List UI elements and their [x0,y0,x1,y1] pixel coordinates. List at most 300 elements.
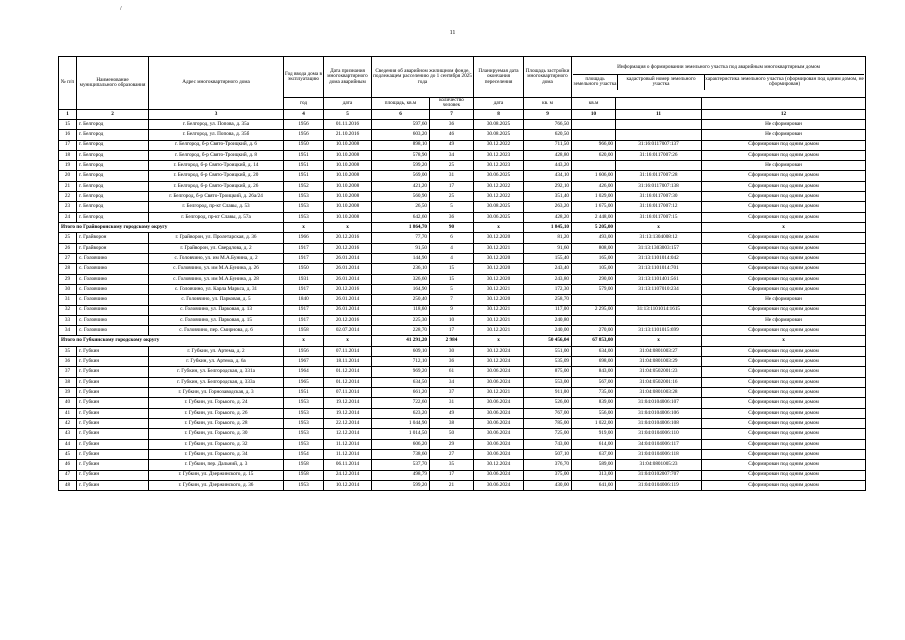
table-cell: 36 [430,212,474,222]
header-municipality: Наименование муниципального образования [77,57,149,110]
table-cell: 875,00 [524,367,572,377]
table-row [59,161,866,171]
table-cell: 589,00 [572,460,616,470]
table-cell: 155,40 [524,253,572,263]
table-cell: 30 [59,284,77,294]
table-cell: 225,30 [372,315,430,325]
table-cell: 1917 [284,243,324,253]
table-cell: 808,00 [572,243,616,253]
table-cell: 01.11.2016 [324,119,372,129]
table-cell: 434,10 [524,171,572,181]
table-cell: 711,50 [524,140,572,150]
table-cell: 10 [430,315,474,325]
table-cell: 31:16:0117007:12 [616,202,702,212]
table-cell: 898,10 [372,140,430,150]
table-cell: 30.12.2022 [474,192,524,202]
unit-sqm: кв. м [524,98,572,110]
table-cell: 02.07.2014 [324,326,372,336]
table-cell: 29 [59,274,77,284]
table-cell: 30.12.2024 [474,460,524,470]
table-cell: 31:04:0104006:110 [616,429,702,439]
table-cell: 2 295,00 [572,305,616,315]
table-cell: г. Белгород, б-р Свято-Троицкий, д. 26 [149,181,284,191]
table-cell: 118,60 [372,305,430,315]
subtotal-cell: 2 984 [430,336,474,346]
table-cell: г. Губкин, ул. Горького, д. 34 [149,449,284,459]
table-cell: с. Головчино, ул. Карла Маркса, д. 31 [149,284,284,294]
table-cell: 30.12.2024 [474,357,524,367]
table-cell: 428,80 [524,150,572,160]
table-cell: 1953 [284,418,324,428]
table-cell: Сформирован под одним домом [702,346,866,356]
table-cell: Сформирован под одним домом [702,418,866,428]
table-cell: Сформирован под одним домом [702,140,866,150]
table-row [59,171,866,181]
table-cell: 6 [430,233,474,243]
header-commission-year: Год ввода дома в эксплуатацию [284,57,324,98]
subtotal-cell: 90 [430,223,474,233]
table-cell: Сформирован под одним домом [702,367,866,377]
table-cell: 569,00 [372,171,430,181]
table-cell: г. Губкин [77,357,149,367]
table-cell: 1931 [284,274,324,284]
table-cell: 1951 [284,388,324,398]
table-cell: г. Грайворон, ул. Пролетарская, д. 36 [149,233,284,243]
table-row [59,295,866,305]
table-cell: 16 [59,130,77,140]
table-cell: 599,20 [372,480,430,490]
column-number: 9 [524,109,572,119]
table-cell: 535,09 [524,357,572,367]
table-cell: 553,00 [524,377,572,387]
table-cell: 17 [430,470,474,480]
table-cell: 10.10.2008 [324,212,372,222]
table-cell: 1965 [284,377,324,387]
table-cell: 1956 [284,119,324,129]
table-header [59,57,866,110]
table-row [59,398,866,408]
table-cell: 766,50 [524,119,572,129]
table-cell: 26.01.2014 [324,295,372,305]
table-cell: 18 [59,150,77,160]
table-cell: 258,70 [524,295,572,305]
unit-date: дата [324,98,372,110]
table-cell: 578,90 [372,150,430,160]
table-cell: 22.12.2014 [324,418,372,428]
column-number: 3 [149,109,284,119]
table-cell [616,161,702,171]
table-cell: 31:13:1304008:12 [616,233,702,243]
table-cell: 26.01.2014 [324,305,372,315]
table-row [59,202,866,212]
table-cell: Сформирован под одним домом [702,398,866,408]
table-cell: Не сформирован [702,130,866,140]
header-land-title: Информация о формировании земельного участка под аварийным многоквартирным домом [573,64,864,74]
table-cell: 28 [59,264,77,274]
table-cell: с. Головчино, ул. Парковая, д. 15 [149,315,284,325]
table-cell: 31:04:0801003:28 [616,388,702,398]
table-cell: 375,00 [524,470,572,480]
table-cell: 30.12.2020 [474,253,524,263]
table-cell: 34 [430,150,474,160]
table-cell: 228,70 [372,326,430,336]
table-cell: 33 [59,315,77,325]
table-cell: 10.10.2008 [324,192,372,202]
table-cell: 10.12.2014 [324,480,372,490]
table-cell: 597,60 [372,119,430,129]
table-cell: 426,00 [572,181,616,191]
table-cell: 969,20 [372,367,430,377]
table-cell: 81,20 [524,233,572,243]
table-cell: 30.06.2024 [474,429,524,439]
column-number: 1 [59,109,77,119]
table-cell: с. Головчино, ул. им М.А.Бунина, д. 28 [149,274,284,284]
table-cell: г. Губкин, ул. Артема, д. 2 [149,346,284,356]
table-cell: г. Губкин [77,460,149,470]
table-cell: 243,80 [524,274,572,284]
table-row [59,243,866,253]
table-cell: 26.01.2014 [324,264,372,274]
table-cell: 443,20 [524,161,572,171]
table-cell: 551,00 [524,346,572,356]
table-cell: 5 [430,284,474,294]
table-cell: г. Грайворон, ул. Свердлова, д. 2 [149,243,284,253]
table-cell: г. Белгород, б-р Свято-Троицкий, д. 8 [149,150,284,160]
table-cell: 37 [59,367,77,377]
table-cell: 23 [59,202,77,212]
table-cell [616,130,702,140]
table-cell: 31:16:0117007:28 [616,171,702,181]
column-number: 8 [474,109,524,119]
table-cell: 172,30 [524,284,572,294]
table-cell: г. Белгород [77,161,149,171]
table-row [59,418,866,428]
table-cell: г. Белгород, ул. Попова, д. 35а [149,119,284,129]
table-cell: г. Белгород, пр-кт Славы, д. 53 [149,202,284,212]
subtotal-cell: 1 864,70 [372,223,430,233]
table-cell: 270,00 [572,326,616,336]
table-cell: 15 [430,264,474,274]
table-cell: 30.08.2025 [474,119,524,129]
table-cell: 32 [59,305,77,315]
table-cell: 1950 [284,140,324,150]
table-cell: с. Головчино [77,315,149,325]
table-cell: 21 [59,181,77,191]
table-cell: Сформирован под одним домом [702,274,866,284]
table-cell: 31:16:0117007:137 [616,140,702,150]
table-cell: 634,00 [572,346,616,356]
column-number: 4 [284,109,324,119]
table-cell: 30.12.2021 [474,284,524,294]
table-cell: Сформирован под одним домом [702,264,866,274]
table-cell: 31:16:0117007:138 [616,181,702,191]
table-cell: 31 [430,398,474,408]
column-number: 12 [702,109,866,119]
table-cell: 30.12.2021 [474,305,524,315]
table-cell: 07.11.2014 [324,388,372,398]
table-cell: 1953 [284,408,324,418]
table-cell: 743,00 [524,439,572,449]
table-cell: с. Головчино [77,264,149,274]
table-row [59,181,866,191]
unit-area: площадь, кв.м [372,98,430,110]
table-row [59,377,866,387]
table-cell: 10.10.2008 [324,140,372,150]
table-cell: 4 [430,243,474,253]
table-cell: 376,70 [524,460,572,470]
table-cell: г. Грайворон [77,243,149,253]
table-cell: 25 [430,161,474,171]
table-cell: Не сформирован [702,119,866,129]
table-cell: 839,00 [572,398,616,408]
table-cell: 30.12.2021 [474,388,524,398]
table-cell: 1958 [284,470,324,480]
table-cell: Сформирован под одним домом [702,357,866,367]
table-cell: 911,00 [524,388,572,398]
table-cell: 722,60 [372,398,430,408]
subtotal-row [59,223,866,233]
table-cell: г. Губкин [77,470,149,480]
table-cell: г. Губкин [77,367,149,377]
table-cell: 30.12.2023 [474,161,524,171]
table-cell: 31:04:0801003:27 [616,346,702,356]
table-cell: 36 [59,357,77,367]
table-cell: 27 [59,253,77,263]
table-cell: 49 [430,140,474,150]
table-cell: Сформирован под одним домом [702,429,866,439]
table-cell: 31:04:0801005:23 [616,460,702,470]
table-cell: 30.06.2025 [474,171,524,181]
table-cell: 614,00 [572,439,616,449]
table-cell: 526,00 [524,398,572,408]
table-cell: 48 [59,480,77,490]
table-cell: 35 [59,346,77,356]
table-cell: 20.12.2016 [324,243,372,253]
table-cell: Сформирован под одним домом [702,480,866,490]
table-cell: 966,00 [572,140,616,150]
table-cell: 30.12.2023 [474,150,524,160]
table-cell: 36 [430,357,474,367]
table-cell: с. Головчино [77,305,149,315]
table-cell: 43 [59,429,77,439]
table-cell: 1951 [284,150,324,160]
table-cell: Не сформирован [702,161,866,171]
table-cell: 767,00 [524,408,572,418]
table-cell: 26.01.2014 [324,253,372,263]
table-cell: 326,60 [372,274,430,284]
subtotal-cell: х [702,336,866,346]
table-row [59,264,866,274]
page-corner-mark: / [120,6,122,12]
table-cell: 31:04:0801003:29 [616,357,702,367]
table-cell: 606,20 [372,439,430,449]
table-row [59,439,866,449]
table-cell: 30.08.2025 [474,202,524,212]
subtotal-label: Итого по Грайворонскому городскому округу [59,223,284,233]
table-cell: 843,00 [572,367,616,377]
table-cell: 30.12.2021 [474,326,524,336]
table-cell: г. Белгород, б-р Свято-Троицкий, д. 26а/24 [149,192,284,202]
table-cell: 19 [59,161,77,171]
table-cell: 493,00 [572,233,616,243]
table-cell: г. Губкин [77,408,149,418]
table-cell: 144,90 [372,253,430,263]
table-cell: 641,00 [572,480,616,490]
table-cell: 21.10.2016 [324,130,372,140]
table-cell: г. Губкин, ул. Дзержинского, д. 36 [149,480,284,490]
table-cell: г. Губкин [77,449,149,459]
table-row [59,388,866,398]
table-cell: 30.12.2022 [474,181,524,191]
table-cell: 31:04:0104006:119 [616,480,702,490]
table-cell: Сформирован под одним домом [702,460,866,470]
table-cell: 1 022,00 [572,418,616,428]
table-cell: 1917 [284,305,324,315]
subtotal-cell: х [284,336,324,346]
table-cell: 31:13:1101014:701 [616,264,702,274]
table-row [59,367,866,377]
table-cell [616,315,702,325]
table-cell: Сформирован под одним домом [702,388,866,398]
table-cell [616,119,702,129]
table-cell: 31:13:1101401:561 [616,274,702,284]
table-cell: 25 [59,233,77,243]
column-number: 7 [430,109,474,119]
table-cell: 10.10.2008 [324,202,372,212]
table-cell: г. Белгород, б-р Свято-Троицкий, д. 14 [149,161,284,171]
table-row [59,315,866,325]
table-cell: 1917 [284,253,324,263]
table-cell: 1951 [284,161,324,171]
table-cell: г. Губкин, ул. Артема, д. 6а [149,357,284,367]
table-cell: г. Губкин, ул. Горнозаводская, д. 3 [149,388,284,398]
subtotal-cell: 50 456,04 [524,336,572,346]
table-cell: 579,00 [572,284,616,294]
table-row [59,460,866,470]
table-cell: с. Головчино [77,295,149,305]
subtotal-cell: 41 291,20 [372,336,430,346]
table-cell: 236,10 [372,264,430,274]
table-cell: 642,60 [372,212,430,222]
table-cell: 240,80 [524,315,572,325]
table-cell: 31:04:0104006:107 [616,398,702,408]
subtotal-cell: х [474,336,524,346]
table-cell: 620,50 [524,130,572,140]
table-cell: Сформирован под одним домом [702,449,866,459]
table-cell: 06.11.2014 [324,460,372,470]
table-cell: 31:04:0102007:707 [616,470,702,480]
header-land-subcolumns [573,75,864,90]
table-cell: г. Белгород, б-р Свято-Троицкий, д. 6 [149,140,284,150]
table-cell: с. Головчино, ул. Парковая, д. 5 [149,295,284,305]
unit-date-planned: дата [474,98,524,110]
table-cell: 49 [430,408,474,418]
table-cell: г. Белгород [77,171,149,181]
table-cell: г. Белгород [77,140,149,150]
table-cell: 609,10 [372,346,430,356]
header-land-cadastral: кадастровый номер земельного участка [618,75,705,90]
table-cell: 623,20 [372,408,430,418]
table-cell: 567,00 [572,377,616,387]
table-cell [572,161,616,171]
table-cell: 31:13:1101014:1615 [616,305,702,315]
table-cell: г. Белгород [77,130,149,140]
table-cell: г. Белгород [77,202,149,212]
table-cell: с. Головчино, пер. Смирнова, д. 6 [149,326,284,336]
table-cell: с. Головчино, ул. им М.А.Бунина, д. 2 [149,253,284,263]
table-cell: 29 [430,439,474,449]
table-cell: 725,00 [524,429,572,439]
subtotal-cell: 1 845,10 [524,223,572,233]
subtotal-cell: х [284,223,324,233]
header-address: Адрес многоквартирного дома [149,57,284,110]
table-cell: 430,00 [524,480,572,490]
table-cell: 24 [59,212,77,222]
table-cell: 40 [59,398,77,408]
table-cell: 30.12.2020 [474,274,524,284]
subtotal-label: Итого по Губкинскому городскому округу [59,336,284,346]
table-cell: 785,00 [524,418,572,428]
table-cell: 11.12.2014 [324,439,372,449]
table-cell: 19.12.2014 [324,408,372,418]
table-cell: 1967 [284,357,324,367]
table-cell: 1964 [284,367,324,377]
table-cell: 164,90 [372,284,430,294]
table-cell: 620,00 [572,150,616,160]
table-cell: Сформирован под одним домом [702,171,866,181]
table-row [59,305,866,315]
table-row [59,140,866,150]
table-cell: 31:16:0117007:15 [616,212,702,222]
table-cell: 31:13:1101014:042 [616,253,702,263]
table-row [59,150,866,160]
table-cell: 351,40 [524,192,572,202]
table-row [59,192,866,202]
table-cell: 34 [59,326,77,336]
table-cell: 537,70 [372,460,430,470]
table-cell: г. Губкин, ул. Белгородская, д. 333а [149,377,284,387]
table-cell: 735,00 [572,388,616,398]
table-cell: 30.12.2022 [474,140,524,150]
table-cell: г. Губкин, ул. Горького, д. 24 [149,398,284,408]
emergency-housing-table [58,56,866,491]
table-cell: 1966 [284,233,324,243]
table-cell: 11.12.2014 [324,449,372,459]
table-cell: 507,10 [524,449,572,459]
table-cell: 38 [59,377,77,387]
table-body [59,109,866,490]
table-cell: 738,60 [372,449,430,459]
table-cell: 01.12.2014 [324,367,372,377]
table-cell: 31 [59,295,77,305]
column-number-row [59,109,866,119]
table-cell: 1 606,00 [572,171,616,181]
table-cell: 41 [59,408,77,418]
subtotal-cell: 67 853,00 [572,336,616,346]
table-cell: 1840 [284,295,324,305]
table-row [59,130,866,140]
table-cell: 1956 [284,130,324,140]
table-cell: 105,00 [572,264,616,274]
table-row [59,253,866,263]
table-cell: 31:13:1303003:157 [616,243,702,253]
table-cell: г. Белгород, пр-кт Славы, д. 57а [149,212,284,222]
table-cell: 30.12.2020 [474,264,524,274]
table-cell: 1953 [284,398,324,408]
table-row [59,429,866,439]
table-cell: г. Губкин, ул. Горького, д. 28 [149,418,284,428]
table-cell: г. Белгород, ул. Попова, д. 35б [149,130,284,140]
